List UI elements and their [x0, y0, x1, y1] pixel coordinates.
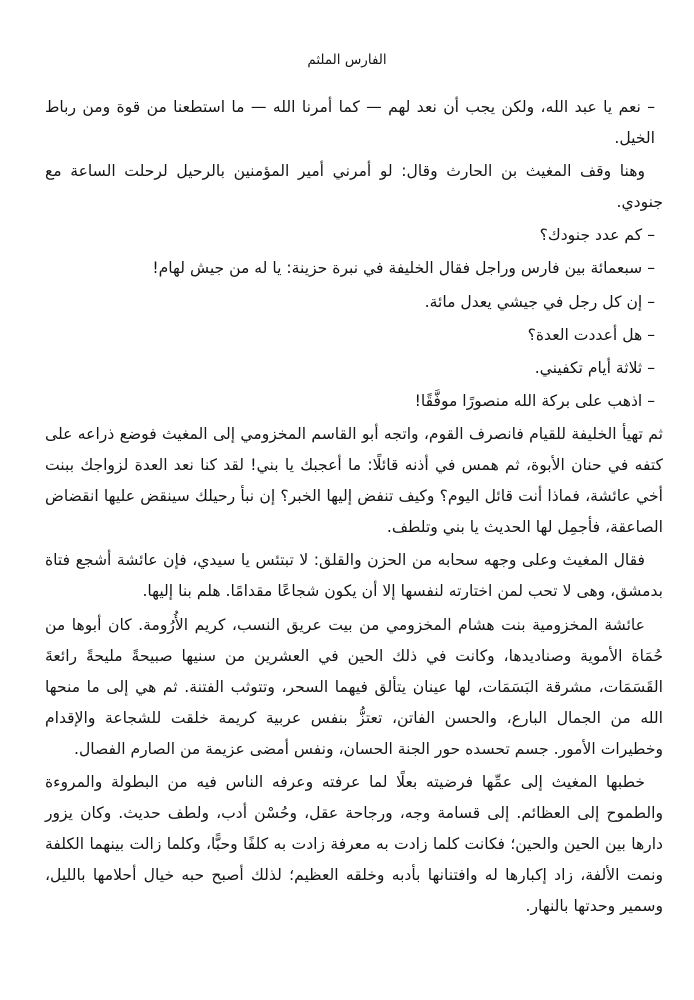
paragraph: ثم تهيأ الخليفة للقيام فانصرف القوم، واتجه أبو القاسم المخزومي إلى المغيث فوضع ذراعه على كتفه في حنان الأبوة، ثم همس في أذنه قائلًا: ما أعجبك يا بني! لقد كنا نعد العدة لزواجك ببنت أخي عائشة، فماذا أنت قائل اليوم؟ وكيف تنفض إليها الخبر؟ إن نبأ رحيلك سينقض عليها انقضاض الصاعقة، فأجمِل لها الحديث يا بني وتلطف. [45, 424, 663, 537]
running-header-title: الفارس الملثم [307, 52, 387, 68]
dialogue-line: – كم عدد جنودك؟ [539, 226, 655, 245]
dialogue-line: – إن كل رجل في جيشي يعدل مائة. [424, 292, 655, 311]
paragraph: خطبها المغيث إلى عمِّها فرضيته بعلًا لما عرفته وعرفه الناس فيه من البطولة والمروءة والطموح إلى العظائم. إلى قسامة وجه، ورجاحة عقل، وحُسْن أدب، ولطف حديث. وكان يزور دارها بين الحين والحين؛ فكانت كلما زادت به معرفة زادت به كلفًا وحبًّا، وكلما زالت بينهما الكلفة ونمت الألفة، زاد إكبارها له وافتنانها بأدبه وخلقه العظيم؛ لذلك أصبح حبه خيال أحلامها بالليل، وسمير وحدتها بالنهار. [45, 772, 663, 916]
dialogue-line: – نعم يا عبد الله، ولكن يجب أن نعد لهم — كما أمرنا الله — ما استطعنا من قوة ومن رباط الخيل. [45, 98, 655, 148]
paragraph: فقال المغيث وعلى وجهه سحابه من الحزن والقلق: لا تبتئس يا سيدي، فإن عائشة أشجع فتاة بدمشق، وهى لا تحب لمن اختارته لنفسها إلا أن يكون شجاعًا مقدامًا. هلم بنا إليها. [45, 551, 663, 601]
dialogue-line: – ثلاثة أيام تكفيني. [534, 358, 655, 377]
paragraph: عائشة المخزومية بنت هشام المخزومي من بيت عريق النسب، كريم الأُرُومة. كان أبوها من حُمَاة الأموية وصناديدها، وكانت في ذلك الحين في العشرين من سنيها صبيحةً مليحةً رائعةَ القَسَمَات، مشرقة البَسَمَات، لها عينان يتألق فيهما السحر، وتتوثب الفتنة. ثم هي إلى ما منحها الله من الجمال البارع، والحسن الفاتن، تعتزُّ بنفس عربية كريمة خلقت للشجاعة والإقدام وخطيرات الأمور. جسم تحسده حور الجنة الحسان، ونفس أمضى عزيمة من الصارم الفصال. [45, 615, 663, 758]
dialogue-line: – سبعمائة بين فارس وراجل فقال الخليفة في نبرة حزينة: يا له من جيش لهام! [152, 259, 655, 278]
body-text [45, 92, 663, 924]
dialogue-line: – هل أعددت العدة؟ [527, 325, 655, 344]
paragraph: وهنا وقف المغيث بن الحارث وقال: لو أمرني أمير المؤمنين بالرحيل لرحلت الساعة مع جنودي. [45, 162, 663, 212]
dialogue-line: – اذهب على بركة الله منصورًا موفَّقًا! [414, 391, 655, 410]
